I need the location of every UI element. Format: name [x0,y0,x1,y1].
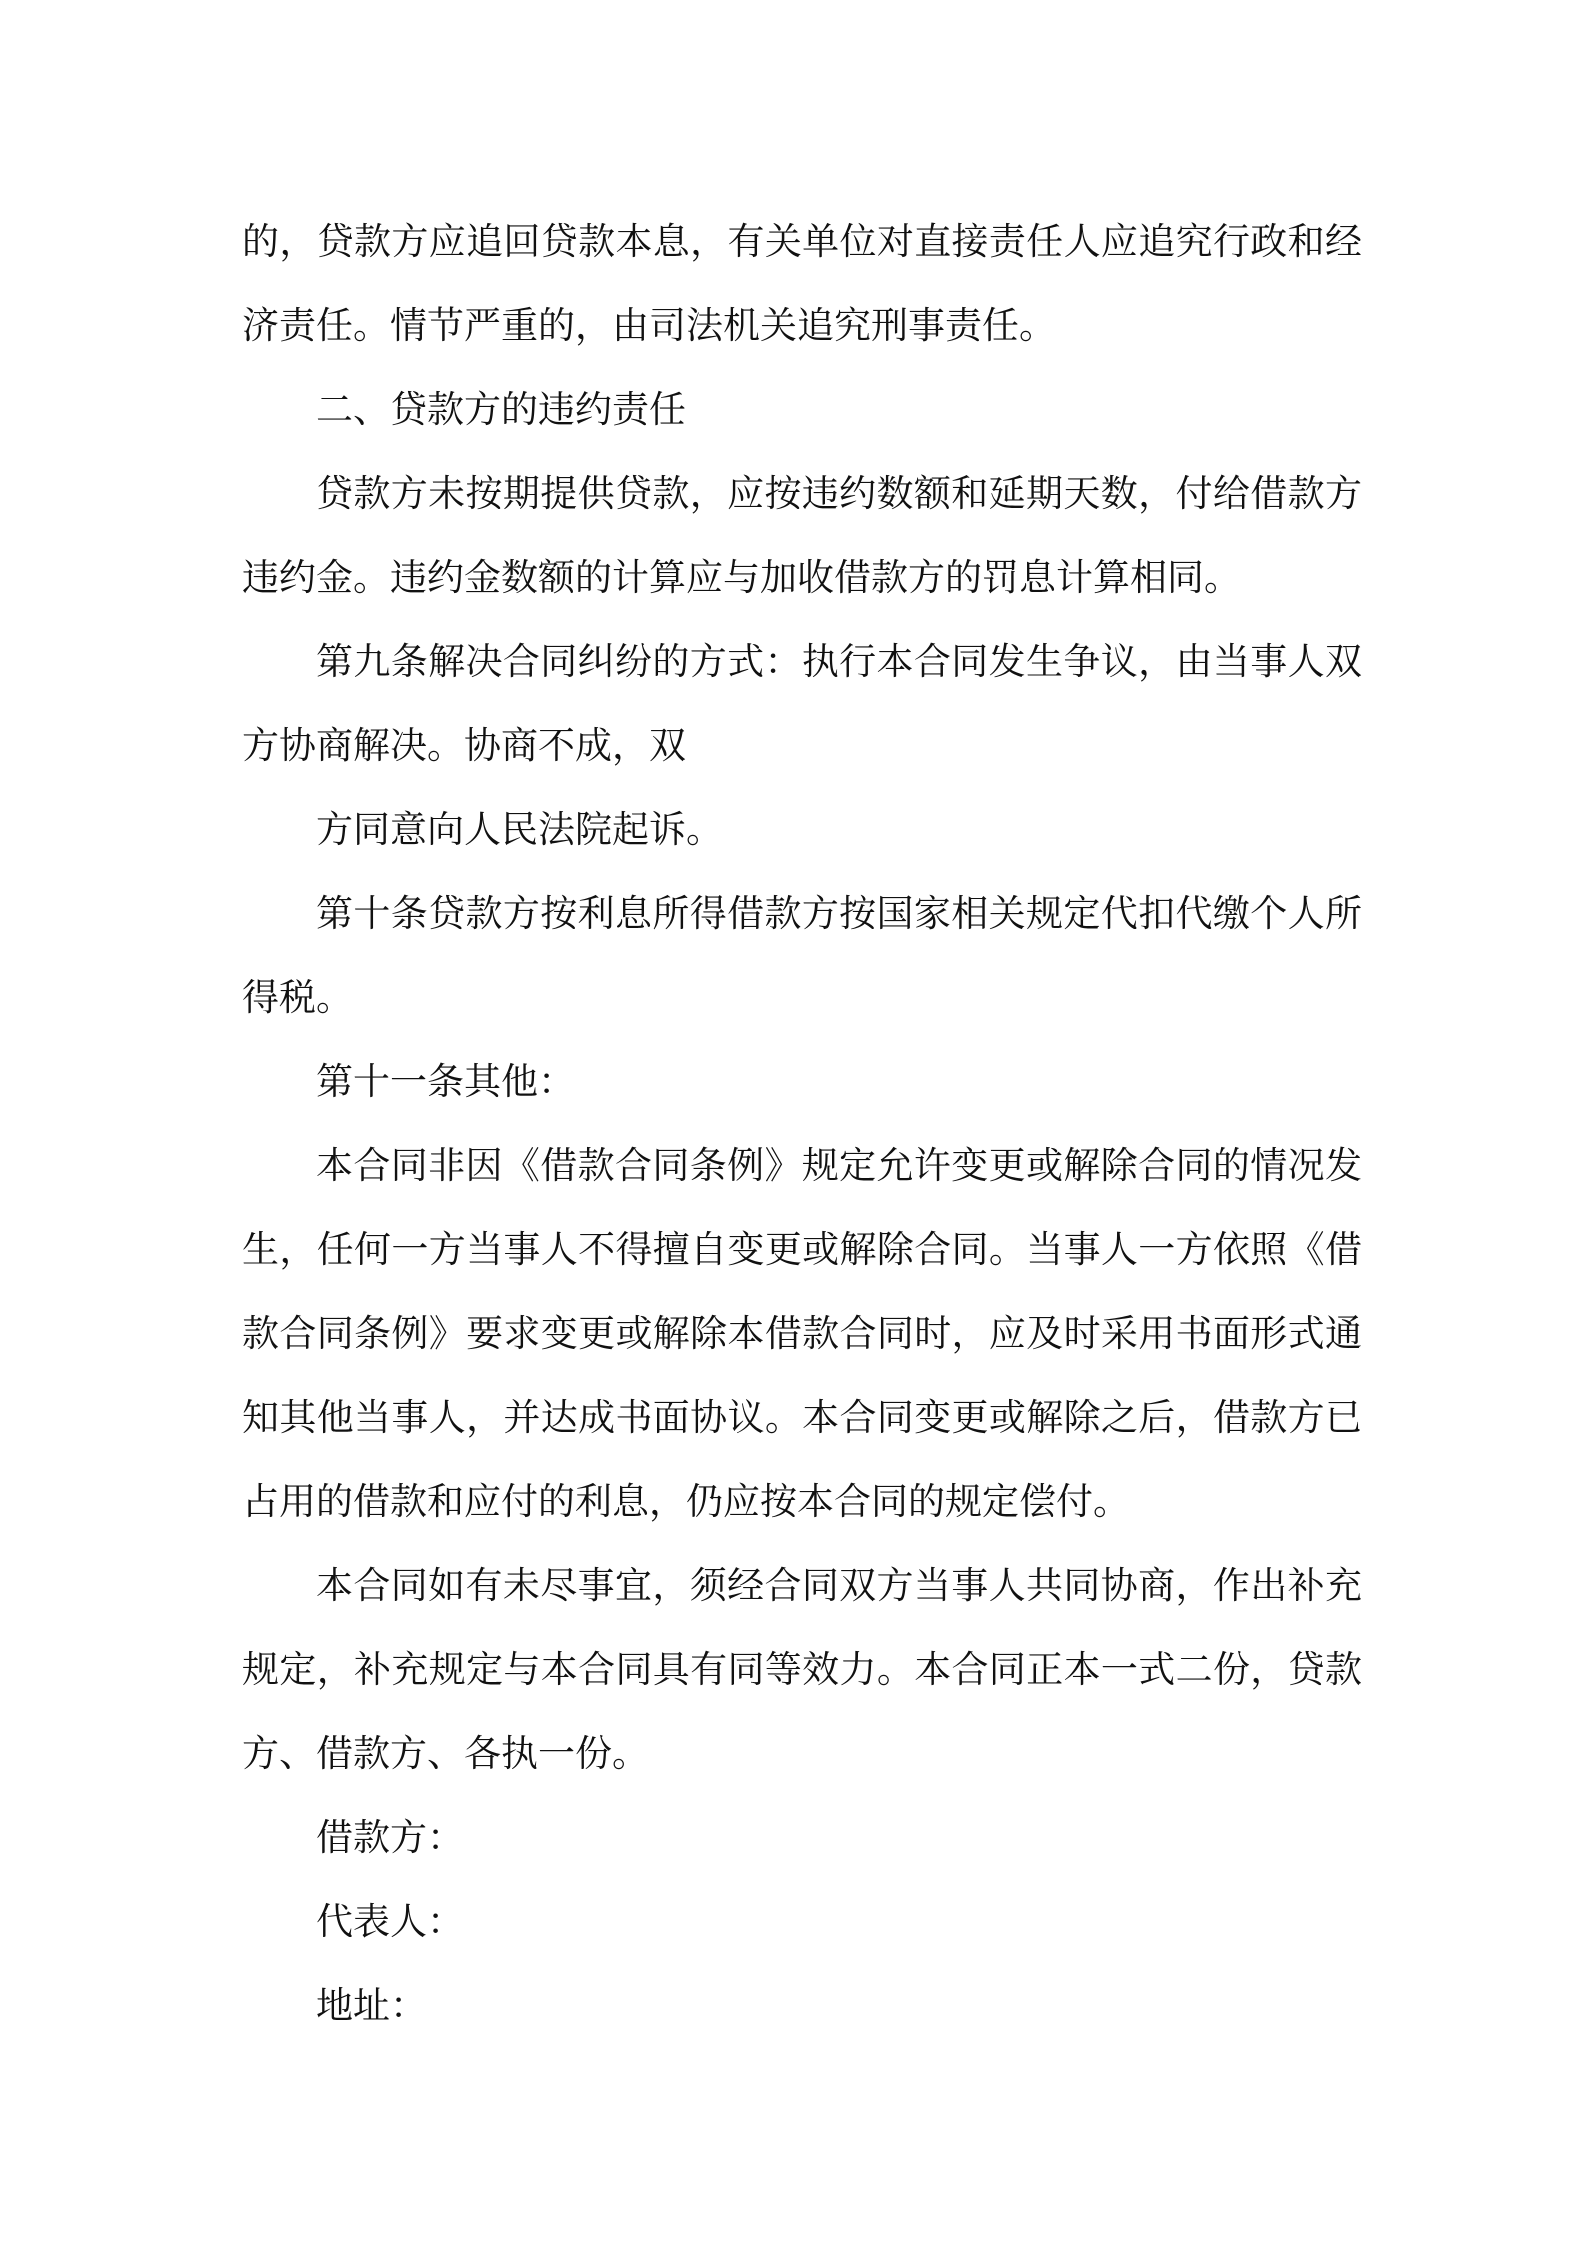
signature-borrower-label: 借款方： [316,1816,464,1859]
paragraph-article-10: 第十条贷款方按利息所得借款方按国家相关规定代扣代缴个人所得税。 [242,892,1362,1019]
paragraph-contract-change: 本合同非因《借款合同条例》规定允许变更或解除合同的情况发生，任何一方当事人不得擅自变更或解除合同。当事人一方依照《借款合同条例》要求变更或解除本借款合同时，应及时采用书面形式通知其他当事人，并达成书面协议。本合同变更或解除之后，借款方已占用的借款和应付的利息，仍应按本合同的规定偿付。 [242,1144,1362,1523]
paragraph-article-9: 第九条解决合同纠纷的方式：执行本合同发生争议，由当事人双方协商解决。协商不成，双 [242,640,1362,767]
signature-representative-label: 代表人： [316,1900,464,1943]
paragraph-article-9-continued: 方同意向人民法院起诉。 [316,808,723,851]
paragraph-lender-liability-heading: 二、贷款方的违约责任 [316,388,686,431]
paragraph-liability-continuation: 的，贷款方应追回贷款本息，有关单位对直接责任人应追究行政和经济责任。情节严重的，由司法机关追究刑事责任。 [242,220,1362,347]
signature-address-label: 地址： [316,1984,427,2027]
paragraph-supplementary-terms: 本合同如有未尽事宜，须经合同双方当事人共同协商，作出补充规定，补充规定与本合同具有同等效力。本合同正本一式二份，贷款方、借款方、各执一份。 [242,1564,1362,1775]
document-body [242,200,1362,2048]
paragraph-lender-penalty: 贷款方未按期提供贷款，应按违约数额和延期天数，付给借款方违约金。违约金数额的计算应与加收借款方的罚息计算相同。 [242,472,1362,599]
paragraph-article-11-heading: 第十一条其他： [316,1060,575,1103]
